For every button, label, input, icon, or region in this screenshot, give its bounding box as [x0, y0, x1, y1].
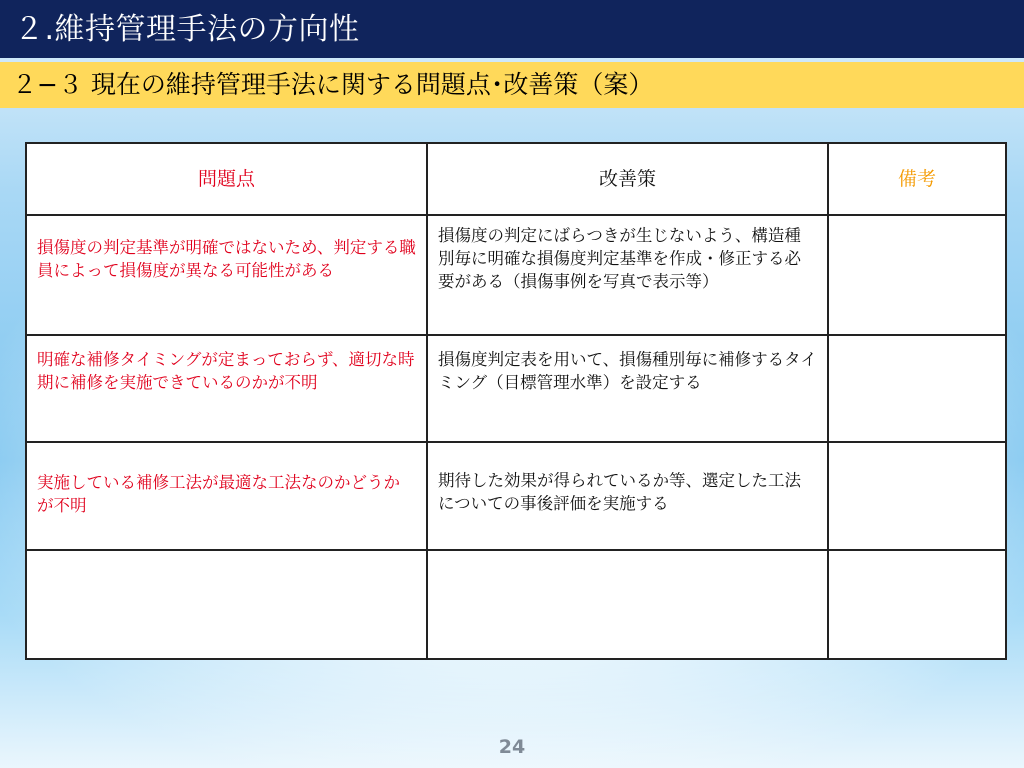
problems-improvements-table — [25, 142, 1007, 660]
table-row — [26, 442, 1006, 550]
remarks-cell — [828, 335, 1006, 442]
remarks-cell — [828, 215, 1006, 335]
improvement-cell — [427, 550, 828, 659]
table-row — [26, 335, 1006, 442]
remarks-cell — [828, 550, 1006, 659]
page-number: 24 — [498, 736, 526, 758]
table-header-row — [26, 143, 1006, 215]
problem-cell: 明確な補修タイミングが定まっておらず、適切な時期に補修を実施できているのかが不明 — [26, 335, 427, 442]
header-improvement: 改善策 — [427, 143, 828, 215]
problem-cell: 損傷度の判定基準が明確ではないため、判定する職員によって損傷度が異なる可能性がある — [26, 215, 427, 335]
header-problem: 問題点 — [26, 143, 427, 215]
slide-subtitle: ２−３ 現在の維持管理手法に関する問題点･改善策（案） — [0, 62, 1024, 108]
table-row — [26, 215, 1006, 335]
problem-cell — [26, 550, 427, 659]
slide-title: ２.維持管理手法の方向性 — [0, 0, 1024, 58]
table-row — [26, 550, 1006, 659]
remarks-cell — [828, 442, 1006, 550]
problem-cell: 実施している補修工法が最適な工法なのかどうかが不明 — [26, 442, 427, 550]
improvement-cell: 損傷度判定表を用いて、損傷種別毎に補修するタイミング（目標管理水準）を設定する — [427, 335, 828, 442]
improvement-cell: 損傷度の判定にばらつきが生じないよう、構造種別毎に明確な損傷度判定基準を作成・修正する必要がある（損傷事例を写真で表示等） — [427, 215, 828, 335]
header-remarks: 備考 — [828, 143, 1006, 215]
improvement-cell: 期待した効果が得られているか等、選定した工法についての事後評価を実施する — [427, 442, 828, 550]
